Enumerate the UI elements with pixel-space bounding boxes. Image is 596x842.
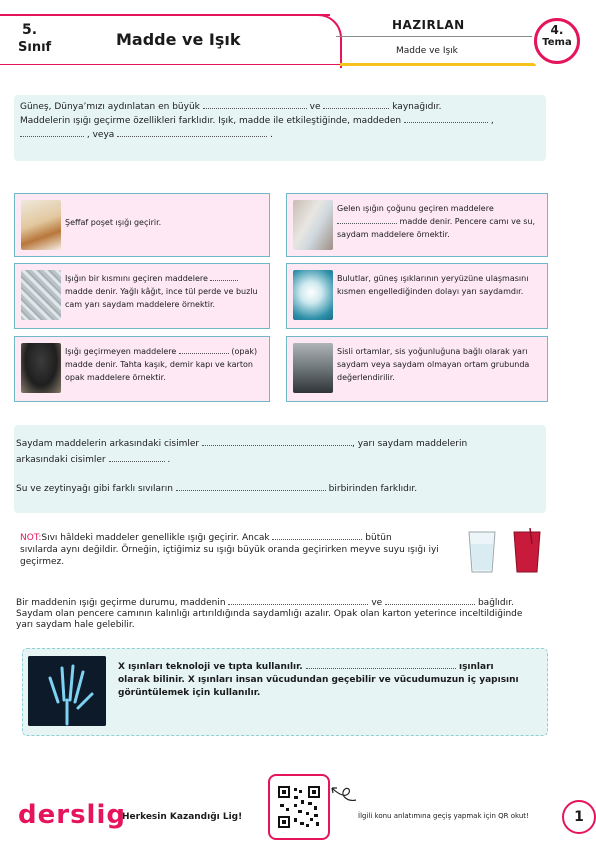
derslig-logo: derslig bbox=[18, 800, 126, 830]
subtitle: Madde ve Işık bbox=[396, 46, 458, 56]
foggy-forest-image bbox=[293, 343, 333, 393]
qr-note: İlgili konu anlatımına geçiş yapmak için QR okut! bbox=[358, 812, 529, 820]
card-text: Gelen ışığın çoğunu geçiren maddelere madde denir. Pencere camı ve su, saydam maddelere örnektir. bbox=[337, 204, 536, 239]
card-fog bbox=[286, 336, 548, 402]
frosted-glass-image bbox=[21, 270, 61, 320]
arrow-icon bbox=[328, 782, 358, 804]
tema-word: Tema bbox=[542, 37, 572, 48]
header-curve bbox=[300, 14, 342, 68]
clouds-image bbox=[293, 270, 333, 320]
month-label: HAZIRLAN bbox=[392, 18, 465, 32]
card-text: Şeffaf poşet ışığı geçirir. bbox=[65, 218, 162, 227]
note-text: NOT:Sıvı hâldeki maddeler genellikle ışığı geçirir. Ancak bütün sıvılarda aynı değildir. Örneğin, içtiğimiz su ışığı büyük oranda geçirirken meyve suyu ışığı iyi geçirmez. bbox=[20, 533, 439, 567]
card-text: Işığın bir kısmını geçiren maddelere madde denir. Yağlı kâğıt, ince tül perde ve buzlu cam yarı saydam maddelere örnektir. bbox=[65, 274, 258, 309]
intro-text: Güneş, Dünya’mızı aydınlatan en büyük ve kaynağıdır. Maddelerin ışığı geçirme özellikleri farklıdır. Işık, madde ile etkileştiğinde, maddeden , , veya . bbox=[20, 102, 494, 140]
iron-door-image bbox=[21, 343, 61, 393]
tema-badge bbox=[534, 18, 580, 64]
window-image bbox=[293, 200, 333, 250]
card-text: Işığı geçirmeyen maddelere (opak) madde denir. Tahta kaşık, demir kapı ve karton opak maddelere örnektir. bbox=[65, 347, 258, 382]
grade-word: Sınıf bbox=[18, 40, 52, 55]
header-top-line bbox=[0, 14, 330, 16]
card-transparent bbox=[286, 193, 548, 257]
xray-hand-image bbox=[28, 656, 106, 726]
note-label: NOT: bbox=[20, 533, 42, 543]
card-text: Sisli ortamlar, sis yoğunluğuna bağlı olarak yarı saydam veya saydam olmayan ortam grubunda değerlendirilir. bbox=[337, 347, 530, 382]
qr-code-icon[interactable] bbox=[268, 774, 330, 840]
fill-text-1: Saydam maddelerin arkasındaki cisimler , yarı saydam maddelerin arkasındaki cisimler . bbox=[16, 439, 468, 465]
page-title: Madde ve Işık bbox=[116, 30, 241, 49]
header-accent-line bbox=[340, 63, 536, 66]
card-opaque bbox=[14, 336, 270, 402]
tema-number: 4. bbox=[550, 23, 564, 37]
card-text: Bulutlar, güneş ışıklarının yeryüzüne ulaşmasını kısmen engellediğinden dolayı yarı saydamdır. bbox=[337, 274, 529, 296]
page-number: 1 bbox=[562, 800, 596, 834]
bread-bag-image bbox=[21, 200, 61, 250]
card-transparent-bag bbox=[14, 193, 270, 257]
fill-text-2: Su ve zeytinyağı gibi farklı sıvıların birbirinden farklıdır. bbox=[16, 484, 418, 494]
card-clouds bbox=[286, 263, 548, 329]
card-translucent bbox=[14, 263, 270, 329]
xray-text: X ışınları teknoloji ve tıpta kullanılır. ışınları olarak bilinir. X ışınları insan vücudundan geçebilir ve vücudumuzun iç yapısını görüntülemek için kullanılır. bbox=[118, 662, 519, 698]
month-rule bbox=[336, 36, 532, 37]
slogan: Herkesin Kazandığı Lig! bbox=[122, 812, 243, 822]
water-glass-icon bbox=[466, 530, 498, 574]
grade-number: 5. bbox=[22, 22, 38, 38]
juice-glass-icon bbox=[512, 528, 542, 574]
transparency-paragraph: Bir maddenin ışığı geçirme durumu, maddenin ve bağlıdır. Saydam olan pencere camının kalınlığı artırıldığında saydamlığı azalır. Opak olan karton yeterince inceltildiğinde yarı saydam hale gelebilir. bbox=[16, 598, 523, 630]
header-bottom-line bbox=[0, 64, 342, 65]
